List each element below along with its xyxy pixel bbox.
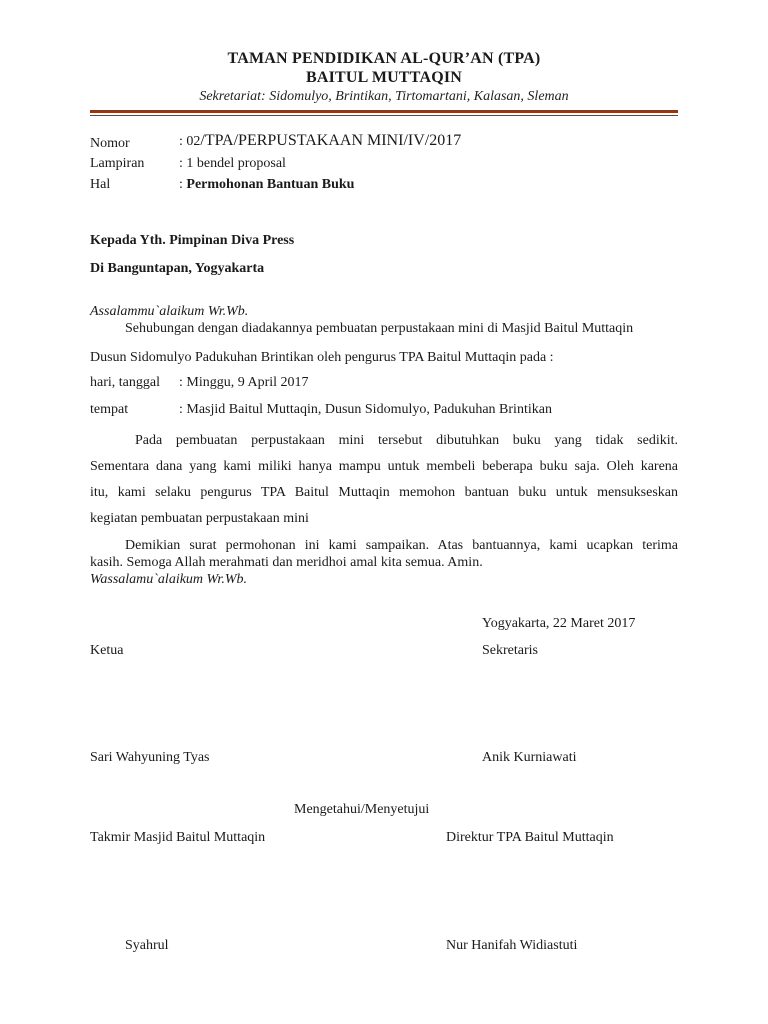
- hal-label: Hal: [90, 177, 111, 192]
- lampiran-label: Lampiran: [90, 156, 145, 171]
- date-label: hari, tanggal: [90, 375, 160, 390]
- paragraph-2: [90, 428, 678, 532]
- hal-colon: :: [179, 177, 183, 192]
- place-label: tempat: [90, 402, 129, 417]
- ketua-name: Sari Wahyuning Tyas: [90, 750, 210, 765]
- hal-line: [179, 177, 354, 193]
- sekretaris-role: Sekretaris: [482, 643, 538, 658]
- recipient-line2: Di Banguntapan, Yogyakarta: [90, 261, 265, 276]
- sekretaris-name: Anik Kurniawati: [482, 750, 577, 765]
- p3-line1: Demikian surat permohonan ini kami sampaikan. Atas bantuannya, kami ucapkan terima: [125, 538, 678, 553]
- nomor-label: Nomor: [90, 136, 130, 151]
- nomor-line: [179, 132, 461, 150]
- hal-value: Permohonan Bantuan Buku: [186, 177, 355, 192]
- p2-line1: Pada pembuatan perpustakaan mini tersebut dibutuhkan buku yang tidak sedikit.: [135, 433, 678, 448]
- paragraph-3: [90, 537, 678, 571]
- nomor-prefix: : 02: [179, 134, 201, 149]
- p1-line2: Dusun Sidomulyo Padukuhan Brintikan oleh pengurus TPA Baitul Muttaqin pada :: [90, 350, 554, 365]
- approval-label: Mengetahui/Menyetujui: [294, 802, 430, 817]
- ketua-role: Ketua: [90, 643, 124, 658]
- p3-line2: kasih. Semoga Allah merahmati dan meridhoi amal kita semua. Amin.: [90, 555, 483, 570]
- nomor-value: /TPA/PERPUSTAKAAN MINI/IV/2017: [200, 132, 462, 149]
- p1-line1: Sehubungan dengan diadakannya pembuatan perpustakaan mini di Masjid Baitul Muttaqin: [125, 321, 634, 336]
- place-value: : Masjid Baitul Muttaqin, Dusun Sidomulyo, Padukuhan Brintikan: [179, 402, 552, 417]
- takmir-name: Syahrul: [125, 938, 169, 953]
- recipient-line1: Kepada Yth. Pimpinan Diva Press: [90, 233, 295, 248]
- letterhead-address: Sekretariat: Sidomulyo, Brintikan, Tirtomartani, Kalasan, Sleman: [199, 89, 569, 104]
- p2-line3: itu, kami selaku pengurus TPA Baitul Muttaqin memohon bantuan buku untuk mensukseskan: [90, 485, 678, 500]
- takmir-role: Takmir Masjid Baitul Muttaqin: [90, 830, 266, 845]
- letterhead-org: TAMAN PENDIDIKAN AL-QUR’AN (TPA): [227, 50, 541, 67]
- direktur-name: Nur Hanifah Widiastuti: [446, 938, 578, 953]
- greeting: Assalammu`alaikum Wr.Wb.: [90, 304, 249, 319]
- date-value: : Minggu, 9 April 2017: [179, 375, 309, 390]
- place-date: Yogyakarta, 22 Maret 2017: [482, 616, 636, 631]
- letterhead-name: BAITUL MUTTAQIN: [305, 69, 463, 86]
- p2-line2: Sementara dana yang kami miliki hanya mampu untuk membeli beberapa buku saja. Oleh karena: [90, 459, 678, 474]
- closing: Wassalamu`alaikum Wr.Wb.: [90, 572, 247, 587]
- p2-line4: kegiatan pembuatan perpustakaan mini: [90, 511, 309, 526]
- direktur-role: Direktur TPA Baitul Muttaqin: [446, 830, 614, 845]
- lampiran-value: : 1 bendel proposal: [179, 156, 286, 171]
- letterhead-rule-thin: [90, 115, 678, 116]
- letterhead-rule-thick: [90, 110, 678, 113]
